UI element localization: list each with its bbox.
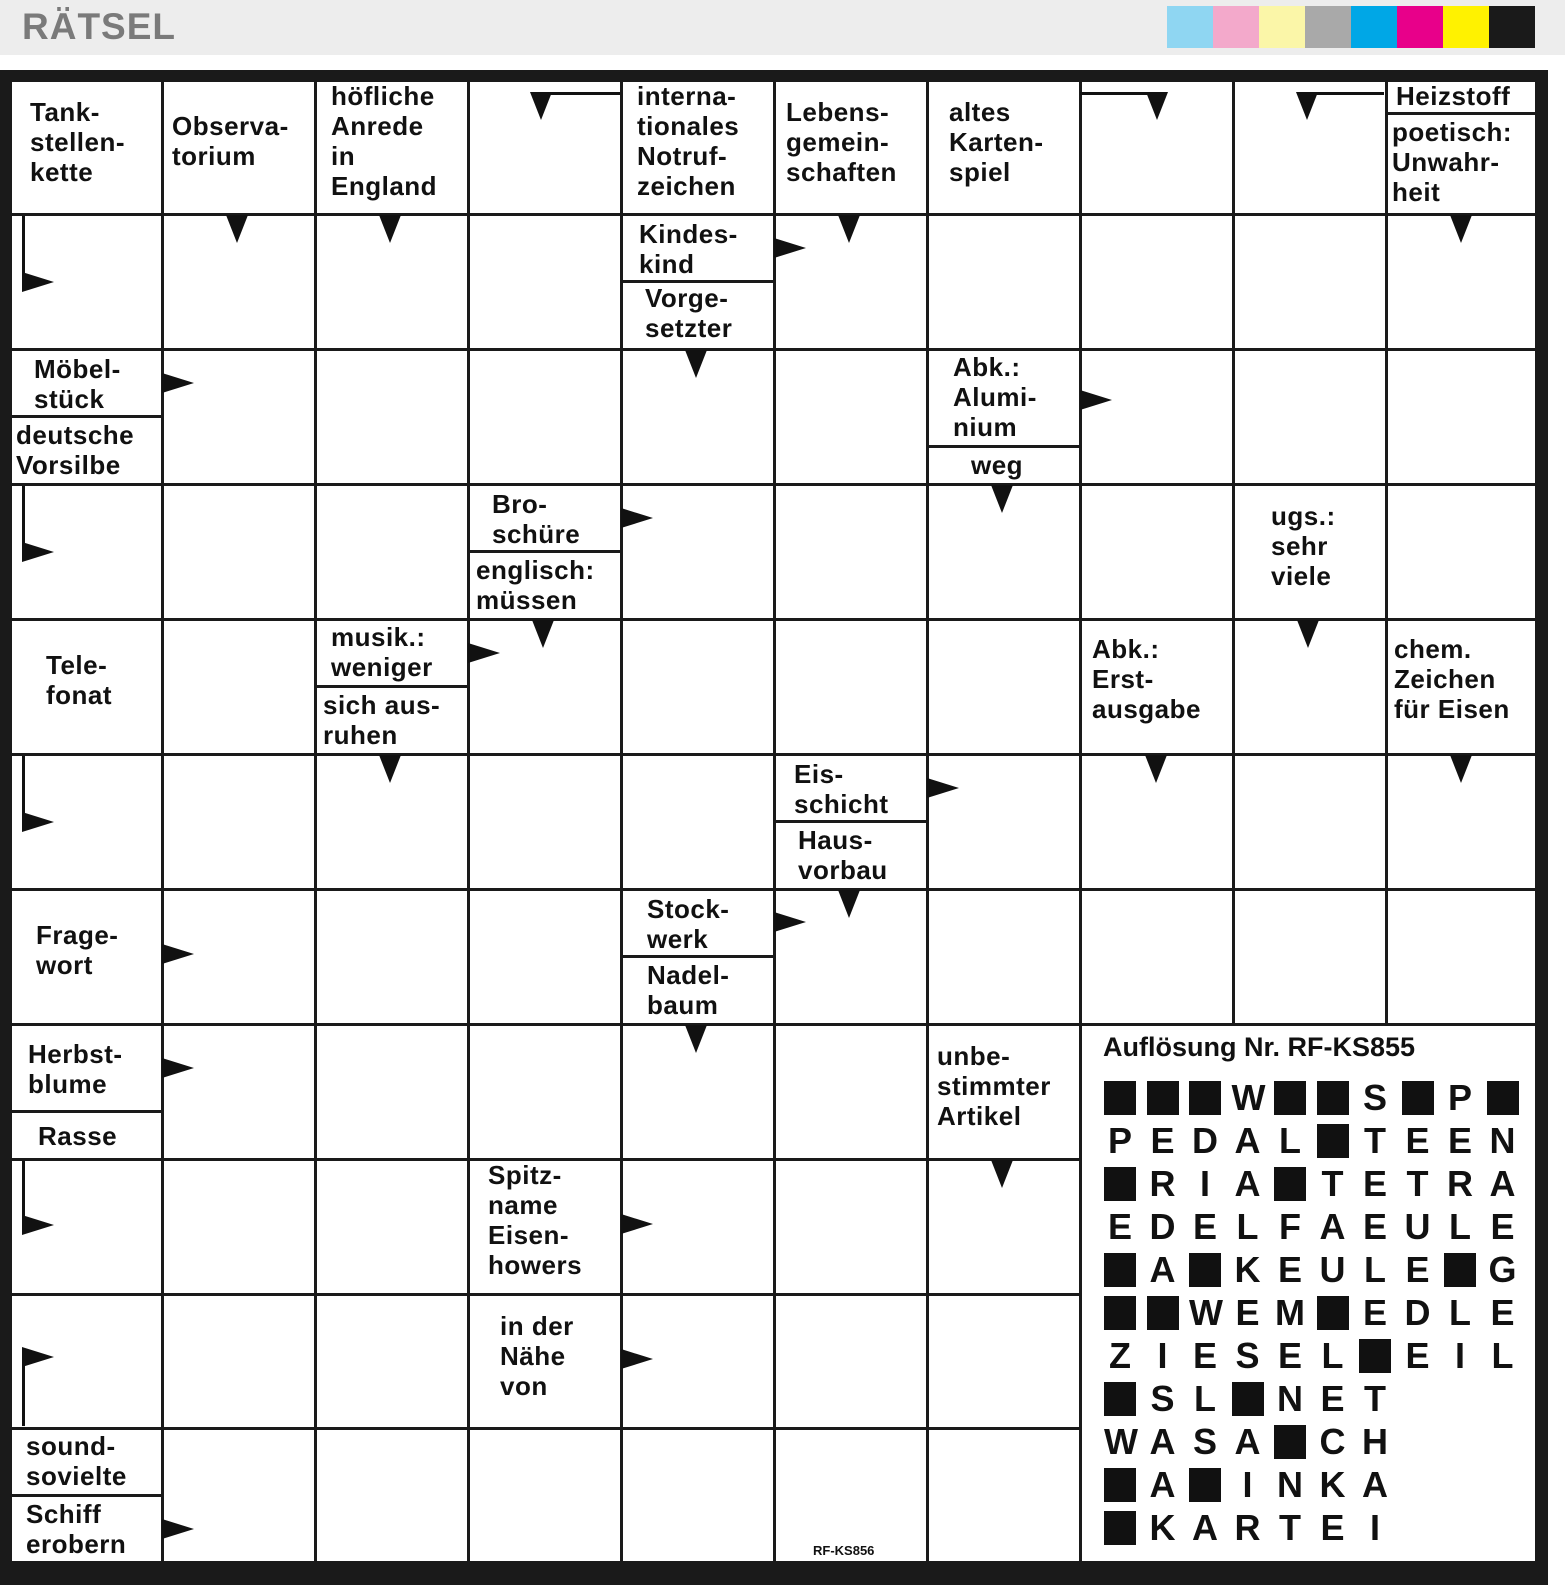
grid-cell[interactable] <box>317 1430 467 1561</box>
grid-cell[interactable] <box>1235 351 1385 483</box>
solution-letter: E <box>1490 1206 1515 1247</box>
clue-muessen: englisch: müssen <box>476 556 595 615</box>
solution-letter: E <box>1320 1378 1345 1419</box>
clue-hoefliche_anrede: höfliche Anrede in England <box>331 82 438 201</box>
solution-letter: A <box>1149 1464 1176 1505</box>
arrow-right-icon <box>162 373 194 393</box>
solution-black-square <box>1104 1081 1136 1115</box>
grid-cell[interactable] <box>929 756 1079 888</box>
solution-letter: E <box>1277 1335 1302 1376</box>
solution-row <box>1104 1293 1534 1333</box>
arrow-right-icon <box>22 542 54 562</box>
color-swatch <box>1259 6 1305 48</box>
arrow-right-icon <box>22 1215 54 1235</box>
clue-broschuere: Bro- schüre <box>492 490 581 549</box>
solution-letter: S <box>1362 1077 1387 1118</box>
grid-cell[interactable] <box>317 351 467 483</box>
solution-black-square <box>1189 1081 1221 1115</box>
grid-cell[interactable] <box>623 621 773 753</box>
solution-letter: G <box>1488 1249 1517 1290</box>
grid-cell[interactable] <box>470 1430 620 1561</box>
grid-cell[interactable] <box>776 486 926 618</box>
solution-letter: E <box>1362 1292 1387 1333</box>
solution-black-square <box>1274 1081 1306 1115</box>
solution-letter: N <box>1277 1378 1303 1419</box>
arrow-right-icon <box>162 1519 194 1539</box>
grid-cell[interactable] <box>1388 351 1535 483</box>
clue-erstausgabe: Abk.: Erst- ausgabe <box>1092 635 1201 724</box>
solution-letter: U <box>1319 1249 1346 1290</box>
solution-row <box>1104 1250 1534 1290</box>
color-swatch <box>1397 6 1443 48</box>
grid-cell[interactable] <box>776 1430 926 1561</box>
clue-moebelstueck: Möbel- stück <box>34 355 121 414</box>
clue-schiff: Schiff erobern <box>26 1500 127 1559</box>
color-swatches <box>1167 6 1535 48</box>
clue-kartenspiel: altes Karten- spiel <box>949 98 1044 187</box>
solution-letter: L <box>1321 1335 1344 1376</box>
clue-divider <box>623 280 773 283</box>
solution-letter: A <box>1149 1249 1176 1290</box>
clue-lebensgemeinschaften: Lebens- gemein- schaften <box>786 98 897 187</box>
solution-black-square <box>1189 1253 1221 1287</box>
arrow-stem <box>22 1350 25 1426</box>
arrow-down-icon <box>1146 92 1168 120</box>
clue-hausvorbau: Haus- vorbau <box>798 826 888 885</box>
clue-ausruhen: sich aus- ruhen <box>323 691 441 750</box>
clue-eisenhower: Spitz- name Eisen- howers <box>488 1161 583 1280</box>
solution-letter: Z <box>1109 1335 1131 1376</box>
grid-cell[interactable] <box>623 1430 773 1561</box>
arrow-down-icon <box>685 350 707 378</box>
solution-letter: P <box>1107 1120 1132 1161</box>
grid-cell[interactable] <box>1388 891 1535 1023</box>
clue-divider <box>12 1494 161 1497</box>
puzzle-code: RF-KS856 <box>813 1543 875 1558</box>
arrow-right-icon <box>1080 390 1112 410</box>
clue-divider <box>12 415 161 418</box>
clue-divider <box>470 550 620 553</box>
arrow-stem <box>22 216 25 284</box>
grid-cell[interactable] <box>929 891 1079 1023</box>
clue-divider <box>929 445 1079 448</box>
solution-row <box>1104 1508 1534 1548</box>
solution-black-square <box>1359 1339 1391 1373</box>
arrow-down-icon <box>1145 755 1167 783</box>
clue-herbstblume: Herbst- blume <box>28 1040 123 1099</box>
clue-vorgesetzter: Vorge- setzter <box>645 284 733 343</box>
solution-letter: A <box>1319 1206 1346 1247</box>
arrow-down-icon <box>1450 215 1472 243</box>
solution-black-square <box>1274 1425 1306 1459</box>
grid-cell[interactable] <box>317 486 467 618</box>
solution-letter: A <box>1362 1464 1388 1505</box>
grid-cell[interactable] <box>1235 216 1385 348</box>
arrow-down-icon <box>1297 620 1319 648</box>
arrow-down-icon <box>379 215 401 243</box>
grid-cell[interactable] <box>470 891 620 1023</box>
grid-cell[interactable] <box>470 1026 620 1158</box>
grid-cell[interactable] <box>776 621 926 753</box>
grid-cell[interactable] <box>317 1161 467 1293</box>
solution-letter: E <box>1277 1249 1302 1290</box>
clue-weg: weg <box>971 451 1024 480</box>
grid-cell[interactable] <box>776 1161 926 1293</box>
arrow-down-icon <box>838 215 860 243</box>
solution-letter: L <box>1449 1292 1471 1333</box>
solution-letter: L <box>1364 1249 1386 1290</box>
color-swatch <box>1489 6 1535 48</box>
solution-row <box>1104 1336 1534 1376</box>
solution-letter: D <box>1192 1120 1218 1161</box>
solution-letter: R <box>1447 1163 1473 1204</box>
solution-black-square <box>1317 1081 1349 1115</box>
solution-letter: T <box>1364 1120 1386 1161</box>
grid-cell[interactable] <box>623 486 773 618</box>
clue-tankstellenkette: Tank- stellen- kette <box>30 98 126 187</box>
solution-black-square <box>1232 1382 1264 1416</box>
solution-letter: E <box>1235 1292 1260 1333</box>
clue-weniger: musik.: weniger <box>331 623 433 682</box>
solution-title: Auflösung Nr. RF-KS855 <box>1103 1032 1416 1062</box>
clue-eisschicht: Eis- schicht <box>794 760 889 819</box>
grid-cell[interactable] <box>164 1161 314 1293</box>
solution-black-square <box>1104 1167 1136 1201</box>
solution-black-square <box>1274 1167 1306 1201</box>
grid-cell[interactable] <box>470 351 620 483</box>
clue-divider <box>776 820 926 823</box>
grid-cell[interactable] <box>164 1026 314 1158</box>
solution-letter: D <box>1404 1292 1431 1333</box>
clue-vorsilbe: deutsche Vorsilbe <box>16 421 135 480</box>
arrow-stem <box>540 92 620 95</box>
solution-letter: E <box>1192 1335 1217 1376</box>
arrow-down-icon <box>532 620 554 648</box>
arrow-right-icon <box>621 508 653 528</box>
grid-cell[interactable] <box>470 216 620 348</box>
solution-letter: L <box>1491 1335 1514 1376</box>
arrow-right-icon <box>162 944 194 964</box>
grid-cell[interactable] <box>317 1026 467 1158</box>
solution-letter: A <box>1149 1421 1176 1462</box>
grid-cell[interactable] <box>1082 351 1232 483</box>
solution-letter: U <box>1404 1206 1431 1247</box>
solution-letter: R <box>1234 1507 1261 1548</box>
grid-cell[interactable] <box>776 351 926 483</box>
solution-letter: E <box>1150 1120 1175 1161</box>
arrow-down-icon <box>991 485 1013 513</box>
solution-row <box>1104 1078 1534 1118</box>
solution-letter: N <box>1277 1464 1303 1505</box>
solution-black-square <box>1104 1296 1136 1330</box>
clue-soundsovielte: sound- sovielte <box>26 1432 127 1491</box>
solution-letter: A <box>1234 1421 1261 1462</box>
grid-cell[interactable] <box>776 1026 926 1158</box>
clue-aluminium: Abk.: Alumi- nium <box>953 353 1037 442</box>
solution-black-square <box>1444 1253 1476 1287</box>
solution-letter: T <box>1406 1163 1429 1204</box>
grid-cell[interactable] <box>164 351 314 483</box>
color-swatch <box>1351 6 1397 48</box>
arrow-down-icon <box>991 1160 1013 1188</box>
clue-artikel: unbe- stimmter Artikel <box>937 1042 1051 1131</box>
solution-letter: E <box>1320 1507 1345 1548</box>
clue-unwahrheit: poetisch: Unwahr- heit <box>1392 118 1513 207</box>
solution-letter: E <box>1447 1120 1472 1161</box>
arrow-stem <box>22 486 25 554</box>
solution-letter: E <box>1405 1335 1430 1376</box>
arrow-right-icon <box>774 912 806 932</box>
grid-cell[interactable] <box>164 486 314 618</box>
clue-fragewort: Frage- wort <box>36 921 119 980</box>
arrow-down-icon <box>379 755 401 783</box>
arrow-down-icon <box>838 890 860 918</box>
arrow-right-icon <box>621 1214 653 1234</box>
grid-cell[interactable] <box>929 216 1079 348</box>
grid-cell[interactable] <box>1082 216 1232 348</box>
arrow-right-icon <box>468 643 500 663</box>
clue-naehe: in der Nähe von <box>500 1312 574 1401</box>
solution-row <box>1104 1164 1534 1204</box>
solution-letter: L <box>1449 1206 1471 1247</box>
solution-letter: E <box>1192 1206 1217 1247</box>
solution-letter: I <box>1369 1507 1380 1548</box>
solution-letter: A <box>1234 1120 1261 1161</box>
clue-divider <box>12 1110 161 1113</box>
arrow-right-icon <box>774 238 806 258</box>
solution-letter: T <box>1279 1507 1301 1548</box>
solution-letter: N <box>1489 1120 1516 1161</box>
solution-row <box>1104 1121 1534 1161</box>
solution-letter: W <box>1231 1077 1266 1118</box>
color-swatch <box>1213 6 1259 48</box>
clue-observatorium: Observa- torium <box>172 112 289 171</box>
solution-letter: R <box>1149 1163 1176 1204</box>
arrow-right-icon <box>162 1058 194 1078</box>
grid-cell[interactable] <box>1082 891 1232 1023</box>
solution-letter: E <box>1405 1120 1430 1161</box>
grid-cell[interactable] <box>164 756 314 888</box>
clue-sehr_viele: ugs.: sehr viele <box>1271 502 1336 591</box>
solution-letter: W <box>1189 1292 1223 1333</box>
arrow-stem <box>22 756 25 824</box>
arrow-right-icon <box>22 1347 54 1367</box>
grid-cell[interactable] <box>1235 756 1385 888</box>
solution-letter: I <box>1454 1335 1465 1376</box>
clue-stockwerk: Stock- werk <box>647 895 730 954</box>
color-swatch <box>1443 6 1489 48</box>
arrow-right-icon <box>22 272 54 292</box>
solution-letter: E <box>1107 1206 1132 1247</box>
grid-cell[interactable] <box>929 621 1079 753</box>
solution-letter: C <box>1319 1421 1346 1462</box>
solution-letter: W <box>1104 1421 1138 1462</box>
arrow-stem <box>1306 92 1384 95</box>
solution-letter: A <box>1489 1163 1516 1204</box>
solution-letter: E <box>1362 1163 1387 1204</box>
arrow-down-icon <box>226 215 248 243</box>
arrow-down-icon <box>530 92 552 120</box>
grid-cell[interactable] <box>623 756 773 888</box>
grid-cell[interactable] <box>1388 486 1535 618</box>
solution-letter: E <box>1490 1292 1515 1333</box>
solution-letter: A <box>1234 1163 1261 1204</box>
clue-nadelbaum: Nadel- baum <box>647 961 730 1020</box>
solution-row <box>1104 1379 1534 1419</box>
solution-letter: T <box>1364 1378 1386 1419</box>
grid-cell[interactable] <box>470 756 620 888</box>
solution-letter: H <box>1362 1421 1388 1462</box>
arrow-right-icon <box>621 1349 653 1369</box>
grid-cell[interactable] <box>1082 486 1232 618</box>
solution-letter: S <box>1235 1335 1260 1376</box>
solution-letter: P <box>1447 1077 1472 1118</box>
solution-letter: T <box>1321 1163 1344 1204</box>
solution-black-square <box>1147 1296 1179 1330</box>
grid-cell[interactable] <box>929 1296 1079 1427</box>
solution-black-square <box>1317 1296 1349 1330</box>
solution-black-square <box>1104 1253 1136 1287</box>
arrow-right-icon <box>927 778 959 798</box>
arrow-down-icon <box>1450 755 1472 783</box>
solution-letter: L <box>1236 1206 1259 1247</box>
solution-letter: E <box>1362 1206 1387 1247</box>
grid-cell[interactable] <box>1235 891 1385 1023</box>
clue-telefonat: Tele- fonat <box>46 651 113 710</box>
solution-black-square <box>1402 1081 1434 1115</box>
solution-letter: K <box>1149 1507 1176 1548</box>
solution-letter: L <box>1279 1120 1301 1161</box>
solution-black-square <box>1104 1511 1136 1545</box>
solution-letter: D <box>1149 1206 1176 1247</box>
solution-letter: K <box>1234 1249 1261 1290</box>
grid-cell[interactable] <box>164 1430 314 1561</box>
solution-letter: S <box>1150 1378 1175 1419</box>
solution-letter: I <box>1157 1335 1168 1376</box>
solution-letter: I <box>1242 1464 1253 1505</box>
clue-eisen: chem. Zeichen für Eisen <box>1394 635 1510 724</box>
solution-letter: K <box>1319 1464 1346 1505</box>
grid-cell[interactable] <box>317 1296 467 1427</box>
page-title: RÄTSEL <box>22 6 176 47</box>
solution-letter: I <box>1199 1163 1210 1204</box>
solution-black-square <box>1104 1382 1136 1416</box>
clue-rasse: Rasse <box>38 1122 118 1151</box>
color-swatch <box>1305 6 1351 48</box>
solution-black-square <box>1487 1081 1519 1115</box>
solution-letter: L <box>1194 1378 1216 1419</box>
arrow-down-icon <box>1296 92 1318 120</box>
grid-cell[interactable] <box>164 1296 314 1427</box>
grid-cell[interactable] <box>929 1430 1079 1561</box>
solution-letter: S <box>1192 1421 1217 1462</box>
clue-divider <box>623 955 773 958</box>
grid-cell[interactable] <box>164 621 314 753</box>
solution-black-square <box>1104 1468 1136 1502</box>
solution-row <box>1104 1422 1534 1462</box>
color-swatch <box>1167 6 1213 48</box>
solution-black-square <box>1189 1468 1221 1502</box>
clue-divider <box>317 685 467 688</box>
header-bar <box>0 0 1565 55</box>
solution-black-square <box>1147 1081 1179 1115</box>
grid-cell[interactable] <box>317 891 467 1023</box>
solution-letter: F <box>1279 1206 1301 1247</box>
arrow-stem <box>1080 92 1156 95</box>
grid-cell[interactable] <box>776 1296 926 1427</box>
solution-letter: A <box>1192 1507 1218 1548</box>
arrow-down-icon <box>685 1025 707 1053</box>
solution-letter: E <box>1405 1249 1430 1290</box>
clue-kindeskind: Kindes- kind <box>639 220 738 279</box>
solution-row <box>1104 1465 1534 1505</box>
solution-row <box>1104 1207 1534 1247</box>
solution-black-square <box>1317 1124 1349 1158</box>
clue-divider <box>1388 112 1535 115</box>
arrow-stem <box>22 1161 25 1227</box>
arrow-right-icon <box>22 812 54 832</box>
clue-heizstoff: Heizstoff <box>1396 82 1511 111</box>
clue-notrufzeichen: interna- tionales Notruf- zeichen <box>637 82 740 201</box>
solution-letter: M <box>1275 1292 1305 1333</box>
